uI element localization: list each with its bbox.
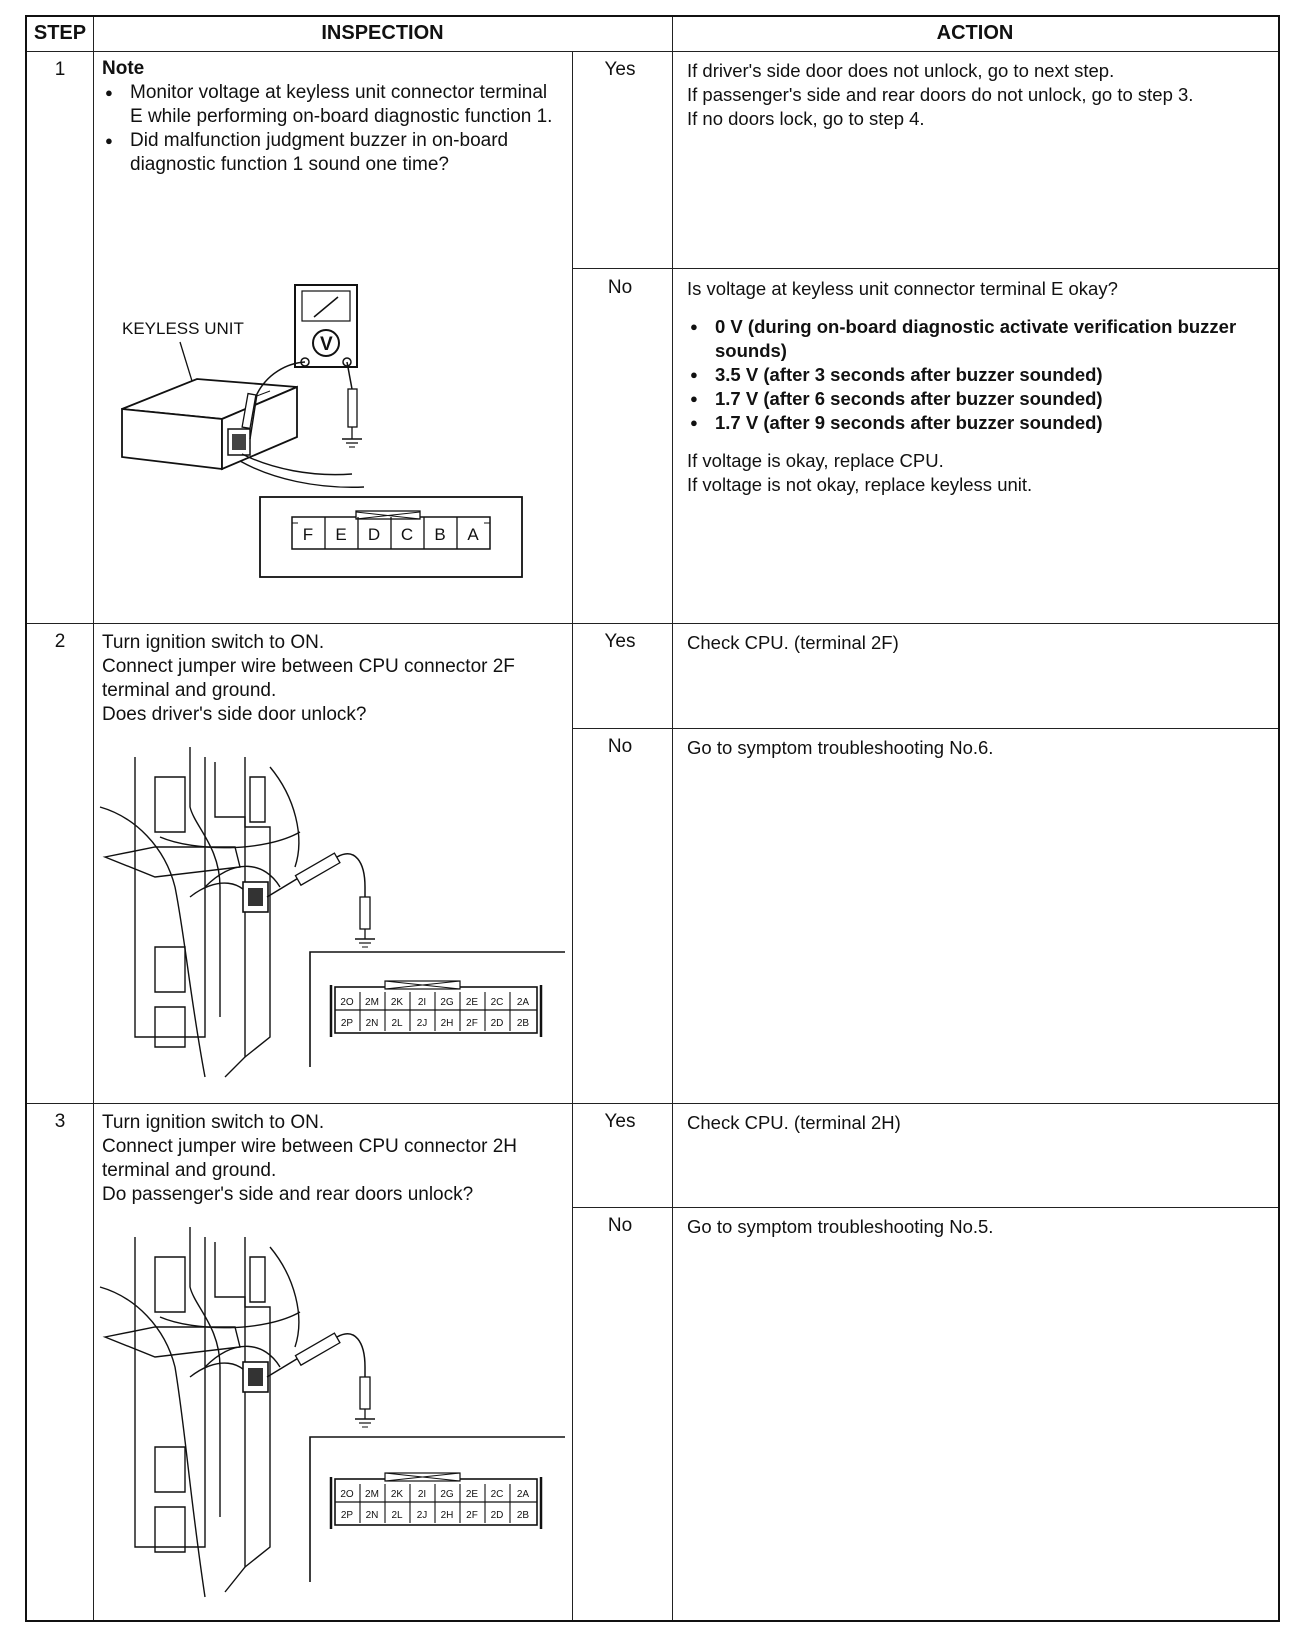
- pin-label: 2H: [440, 1018, 454, 1029]
- step-1-no-label: No: [607, 277, 633, 298]
- terminal-label: A: [467, 525, 479, 544]
- inspection-line: Do passenger's side and rear doors unlock?: [102, 1184, 474, 1205]
- step-2-no-action: Go to symptom troubleshooting No.6.: [687, 737, 994, 758]
- pin-label: 2N: [365, 1510, 379, 1521]
- yes-no-divider: [572, 728, 1278, 729]
- yes-no-divider: [572, 268, 1278, 269]
- step-3-no-label: No: [607, 1215, 633, 1236]
- step-2-yes-action: Check CPU. (terminal 2F): [687, 632, 899, 653]
- pin-label: 2A: [516, 1489, 530, 1500]
- terminal-label: B: [434, 525, 446, 544]
- pin-label: 2K: [390, 997, 404, 1008]
- troubleshooting-table: [25, 15, 1280, 1622]
- pin-label: 2H: [440, 1510, 454, 1521]
- step-2-number: 2: [54, 631, 66, 652]
- column-divider: [672, 17, 673, 1620]
- pin-label: 2O: [340, 1489, 354, 1500]
- column-divider: [93, 17, 94, 1620]
- header-divider: [27, 51, 1278, 52]
- step-3-number: 3: [54, 1111, 66, 1132]
- header-step: STEP: [33, 22, 87, 44]
- pin-label: 2B: [516, 1510, 530, 1521]
- pin-label: 2E: [465, 1489, 479, 1500]
- voltage-not-ok-action: If voltage is not okay, replace keyless unit.: [687, 474, 1033, 495]
- voltage-spec: ● 1.7 V (after 9 seconds after buzzer sounded): [687, 411, 1277, 435]
- pin-label: 2D: [490, 1018, 504, 1029]
- row-divider: [27, 623, 1278, 624]
- pin-label: 2L: [391, 1018, 403, 1029]
- cpu-connector-diagram: [331, 1473, 541, 1529]
- pin-label: 2D: [490, 1510, 504, 1521]
- step-1-no-action: [687, 277, 1277, 497]
- step-1-yes-label: Yes: [604, 59, 636, 80]
- pin-label: 2P: [340, 1510, 354, 1521]
- note-title: Note: [102, 58, 145, 79]
- voltage-spec: ● 0 V (during on-board diagnostic activate verification buzzer sounds): [687, 315, 1277, 363]
- terminal-label: D: [367, 525, 381, 544]
- pin-label: 2F: [466, 1510, 478, 1521]
- inspection-line: Turn ignition switch to ON.: [102, 632, 325, 653]
- keyless-connector-diagram: [260, 497, 522, 577]
- step-2-yes-label: Yes: [604, 631, 636, 652]
- cpu-connector-diagram: [331, 981, 541, 1037]
- pin-label: 2C: [490, 1489, 504, 1500]
- step-3-yes-label: Yes: [604, 1111, 636, 1132]
- pin-label: 2F: [466, 1018, 478, 1029]
- step-1-inspection: [102, 57, 562, 177]
- voltage-ok-action: If voltage is okay, replace CPU.: [687, 450, 944, 471]
- action-line: If passenger's side and rear doors do not unlock, go to step 3.: [687, 84, 1194, 105]
- step-3-no-action: Go to symptom troubleshooting No.5.: [687, 1216, 994, 1237]
- pin-label: 2M: [365, 1489, 379, 1500]
- terminal-label: E: [335, 525, 347, 544]
- step-2-no-label: No: [607, 736, 633, 757]
- step-1-yes-action: [687, 59, 1277, 131]
- pin-label: 2J: [416, 1018, 428, 1029]
- note-bullet: ● Monitor voltage at keyless unit connector terminal E while performing on-board diagnostic function 1.: [102, 81, 562, 129]
- voltage-spec: ● 1.7 V (after 6 seconds after buzzer sounded): [687, 387, 1277, 411]
- cpu-connector-jumper-illustration: [95, 1217, 570, 1612]
- pin-label: 2J: [416, 1510, 428, 1521]
- step-3-inspection: [102, 1111, 562, 1207]
- voltmeter-symbol: V: [320, 334, 333, 355]
- cpu-connector-jumper-illustration: [95, 737, 570, 1097]
- pin-label: 2I: [417, 997, 427, 1008]
- inspection-line: Connect jumper wire between CPU connector 2H terminal and ground.: [102, 1136, 518, 1181]
- pin-label: 2P: [340, 1018, 354, 1029]
- step-2-inspection: [102, 631, 562, 727]
- pin-label: 2B: [516, 1018, 530, 1029]
- pin-label: 2L: [391, 1510, 403, 1521]
- step-1-number: 1: [54, 59, 66, 80]
- pin-label: 2N: [365, 1018, 379, 1029]
- voltage-question: Is voltage at keyless unit connector terminal E okay?: [687, 278, 1118, 299]
- yes-no-divider: [572, 1207, 1278, 1208]
- keyless-unit-label: KEYLESS UNIT: [122, 319, 244, 338]
- action-line: If no doors lock, go to step 4.: [687, 108, 925, 129]
- pin-label: 2G: [440, 1489, 454, 1500]
- pin-label: 2M: [365, 997, 379, 1008]
- keyless-unit-box: [122, 379, 297, 469]
- header-inspection: INSPECTION: [321, 22, 444, 44]
- step-3-yes-action: Check CPU. (terminal 2H): [687, 1112, 901, 1133]
- inspection-line: Turn ignition switch to ON.: [102, 1112, 325, 1133]
- header-action: ACTION: [936, 22, 1014, 44]
- pin-label: 2E: [465, 997, 479, 1008]
- terminal-label: F: [302, 525, 314, 544]
- action-line: If driver's side door does not unlock, go to next step.: [687, 60, 1115, 81]
- keyless-unit-voltmeter-illustration: [102, 279, 562, 609]
- inspection-line: Does driver's side door unlock?: [102, 704, 367, 725]
- terminal-label: C: [400, 525, 414, 544]
- note-bullet: ● Did malfunction judgment buzzer in on-board diagnostic function 1 sound one time?: [102, 129, 562, 177]
- pin-label: 2G: [440, 997, 454, 1008]
- pin-label: 2A: [516, 997, 530, 1008]
- row-divider: [27, 1103, 1278, 1104]
- pin-label: 2I: [417, 1489, 427, 1500]
- pin-label: 2K: [390, 1489, 404, 1500]
- voltage-spec: ● 3.5 V (after 3 seconds after buzzer sounded): [687, 363, 1277, 387]
- inspection-line: Connect jumper wire between CPU connector 2F terminal and ground.: [102, 656, 515, 701]
- pin-label: 2C: [490, 997, 504, 1008]
- pin-label: 2O: [340, 997, 354, 1008]
